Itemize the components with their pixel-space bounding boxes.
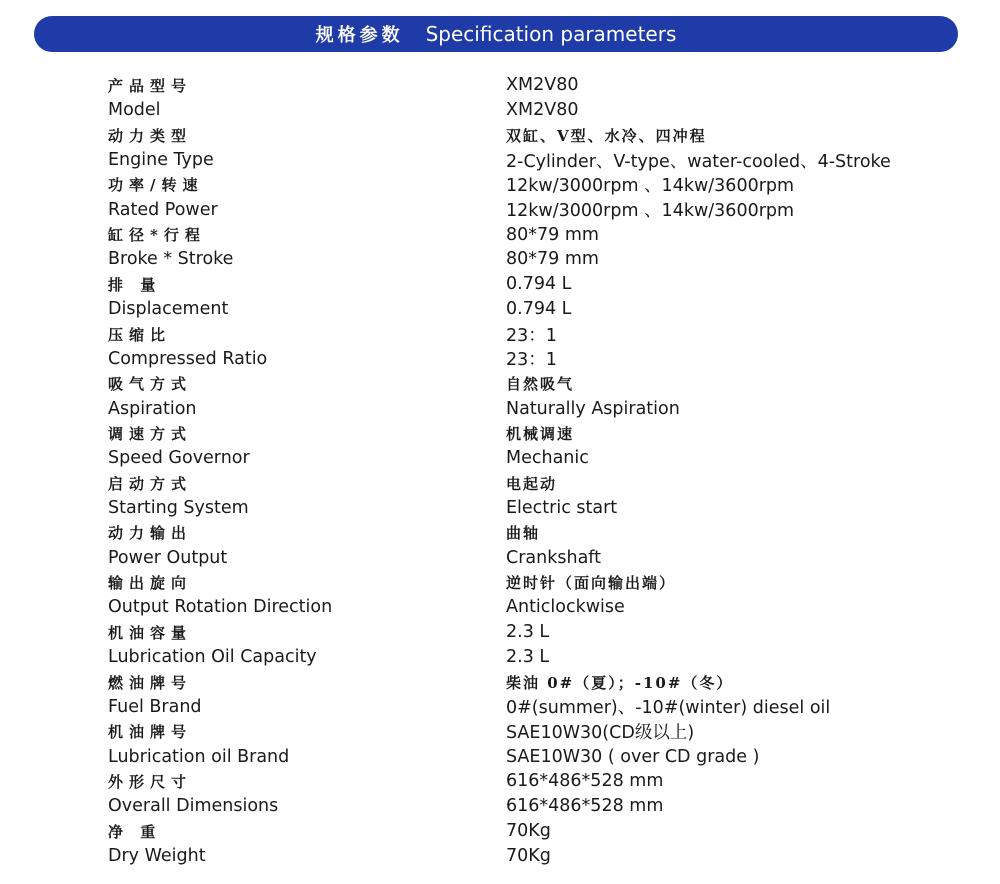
spec-row	[108, 620, 968, 645]
spec-label: 动力类型	[108, 126, 193, 145]
spec-label: 调速方式	[108, 424, 193, 443]
spec-value: 70Kg	[506, 846, 551, 867]
spec-label: Broke * Stroke	[108, 249, 234, 270]
spec-label: 产品型号	[108, 76, 193, 95]
spec-row	[108, 247, 968, 272]
spec-row	[108, 645, 968, 670]
spec-value: 616*486*528 mm	[506, 771, 664, 792]
spec-value: 80*79 mm	[506, 249, 599, 270]
spec-label: Power Output	[108, 547, 228, 568]
spec-label: Model	[108, 100, 161, 121]
spec-row	[108, 496, 968, 521]
spec-row	[108, 222, 968, 247]
spec-row	[108, 272, 968, 297]
header-title-en: Specification parameters	[425, 22, 677, 46]
spec-label: Rated Power	[108, 199, 218, 220]
spec-value: Electric start	[506, 498, 618, 519]
spec-row	[108, 744, 968, 769]
spec-value: 0.794 L	[506, 274, 572, 295]
spec-row	[108, 719, 968, 744]
spec-value: Mechanic	[506, 448, 589, 469]
spec-label: 动力输出	[108, 524, 193, 543]
spec-row	[108, 123, 968, 148]
spec-row	[108, 148, 968, 173]
spec-value: 2.3 L	[506, 647, 550, 668]
spec-label: Aspiration	[108, 398, 197, 419]
spec-label: 燃油牌号	[108, 673, 193, 692]
spec-row	[108, 545, 968, 570]
spec-row	[108, 819, 968, 844]
spec-label: Compressed Ratio	[108, 348, 268, 369]
spec-label: Displacement	[108, 299, 229, 320]
spec-label: 机油牌号	[108, 723, 193, 742]
spec-value: Crankshaft	[506, 547, 602, 568]
spec-label: Starting System	[108, 498, 249, 519]
spec-value: 23：1	[506, 350, 557, 371]
spec-label: 压缩比	[108, 325, 172, 344]
spec-label: Fuel Brand	[108, 696, 202, 717]
section-header-banner	[34, 16, 958, 52]
spec-label: 启动方式	[108, 474, 193, 493]
spec-label: 输出旋向	[108, 574, 193, 593]
spec-value: SAE10W30 ( over CD grade )	[506, 746, 760, 767]
spec-label: 净 重	[108, 822, 162, 841]
spec-label: 功率/转速	[108, 176, 204, 195]
spec-value: SAE10W30(CD级以上)	[506, 723, 695, 744]
spec-label: 吸气方式	[108, 375, 193, 394]
spec-value: 2-Cylinder、V-type、water-cooled、4-Stroke	[506, 151, 891, 172]
spec-value: 2.3 L	[506, 622, 550, 643]
spec-label: 缸径*行程	[108, 226, 206, 245]
spec-value: 70Kg	[506, 821, 551, 842]
spec-row	[108, 471, 968, 496]
spec-value: 80*79 mm	[506, 224, 599, 245]
spec-value: Naturally Aspiration	[506, 398, 680, 419]
spec-value: 12kw/3000rpm 、14kw/3600rpm	[506, 176, 795, 197]
spec-label: Lubrication Oil Capacity	[108, 647, 317, 668]
spec-value: 12kw/3000rpm 、14kw/3600rpm	[506, 201, 795, 222]
spec-table	[108, 73, 968, 869]
spec-row	[108, 844, 968, 869]
spec-value: Anticlockwise	[506, 597, 625, 618]
spec-row	[108, 694, 968, 719]
spec-value: 自然吸气	[506, 375, 575, 394]
spec-row	[108, 371, 968, 396]
spec-label: Overall Dimensions	[108, 796, 279, 817]
spec-row	[108, 197, 968, 222]
spec-row	[108, 396, 968, 421]
spec-value: 23：1	[506, 325, 557, 346]
spec-label: Output Rotation Direction	[108, 597, 333, 618]
spec-value: XM2V80	[506, 75, 579, 96]
spec-row	[108, 446, 968, 471]
spec-row	[108, 297, 968, 322]
spec-label: Dry Weight	[108, 846, 206, 867]
spec-row	[108, 172, 968, 197]
spec-value: 616*486*528 mm	[506, 796, 664, 817]
spec-row	[108, 346, 968, 371]
spec-row	[108, 520, 968, 545]
spec-row	[108, 322, 968, 347]
spec-value: 双缸、V型、水冷、四冲程	[506, 126, 707, 145]
spec-label: Engine Type	[108, 150, 214, 170]
spec-value: 逆时针（面向输出端）	[506, 574, 677, 593]
spec-row	[108, 670, 968, 695]
spec-row	[108, 794, 968, 819]
spec-value: 曲轴	[506, 524, 541, 543]
spec-value: 0#(summer)、-10#(winter) diesel oil	[506, 698, 831, 719]
spec-row	[108, 595, 968, 620]
spec-value: XM2V80	[506, 100, 579, 121]
spec-value: 电起动	[506, 474, 558, 493]
spec-label: Lubrication oil Brand	[108, 746, 290, 767]
spec-label: Speed Governor	[108, 448, 250, 469]
spec-label: 外形尺寸	[108, 772, 193, 791]
spec-row	[108, 769, 968, 794]
spec-label: 机油容量	[108, 623, 193, 642]
spec-row	[108, 73, 968, 98]
spec-row	[108, 570, 968, 595]
spec-value: 0.794 L	[506, 299, 572, 320]
spec-row	[108, 421, 968, 446]
spec-value: 机械调速	[506, 424, 575, 443]
header-title-cn: 规格参数	[315, 25, 404, 46]
spec-value: 柴油 0#（夏）；-10#（冬）	[506, 673, 734, 692]
spec-row	[108, 98, 968, 123]
spec-label: 排 量	[108, 275, 162, 294]
